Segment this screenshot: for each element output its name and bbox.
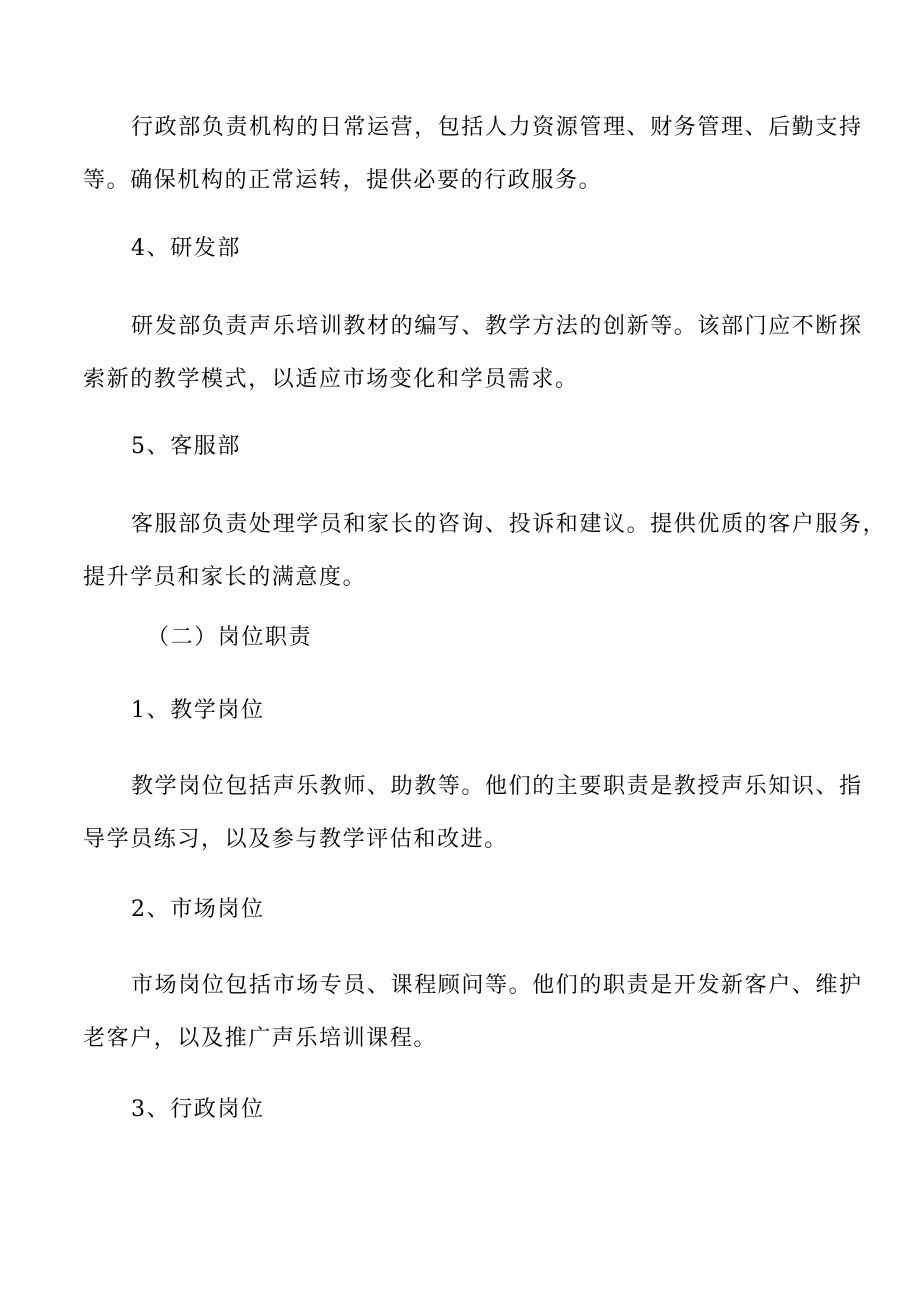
heading-teaching-position: 1、教学岗位 bbox=[131, 698, 265, 723]
paragraph-admin-dept-line-1: 行政部负责机构的日常运营，包括人力资源管理、财务管理、后勤支持 bbox=[131, 115, 863, 140]
heading-customer-service-dept: 5、客服部 bbox=[131, 434, 241, 459]
paragraph-marketing-position-line-1: 市场岗位包括市场专员、课程顾问等。他们的职责是开发新客户、维护 bbox=[131, 973, 863, 998]
paragraph-admin-dept-line-2: 等。确保机构的正常运转，提供必要的行政服务。 bbox=[83, 168, 603, 193]
paragraph-marketing-position-line-2: 老客户，以及推广声乐培训课程。 bbox=[83, 1026, 438, 1051]
paragraph-teaching-position-line-1: 教学岗位包括声乐教师、助教等。他们的主要职责是教授声乐知识、指 bbox=[131, 774, 863, 799]
heading-marketing-position: 2、市场岗位 bbox=[131, 897, 265, 922]
heading-admin-position: 3、行政岗位 bbox=[131, 1097, 265, 1122]
paragraph-teaching-position-line-2: 导学员练习，以及参与教学评估和改进。 bbox=[83, 827, 508, 852]
section-heading-job-duties: （二）岗位职责 bbox=[147, 625, 313, 650]
paragraph-rd-dept-line-1: 研发部负责声乐培训教材的编写、教学方法的创新等。该部门应不断探 bbox=[131, 314, 863, 339]
paragraph-rd-dept-line-2: 索新的教学模式，以适应市场变化和学员需求。 bbox=[83, 367, 579, 392]
paragraph-customer-service-line-1: 客服部负责处理学员和家长的咨询、投诉和建议。提供优质的客户服务， bbox=[131, 512, 887, 537]
heading-rd-dept: 4、研发部 bbox=[131, 236, 241, 261]
paragraph-customer-service-line-2: 提升学员和家长的满意度。 bbox=[83, 565, 367, 590]
